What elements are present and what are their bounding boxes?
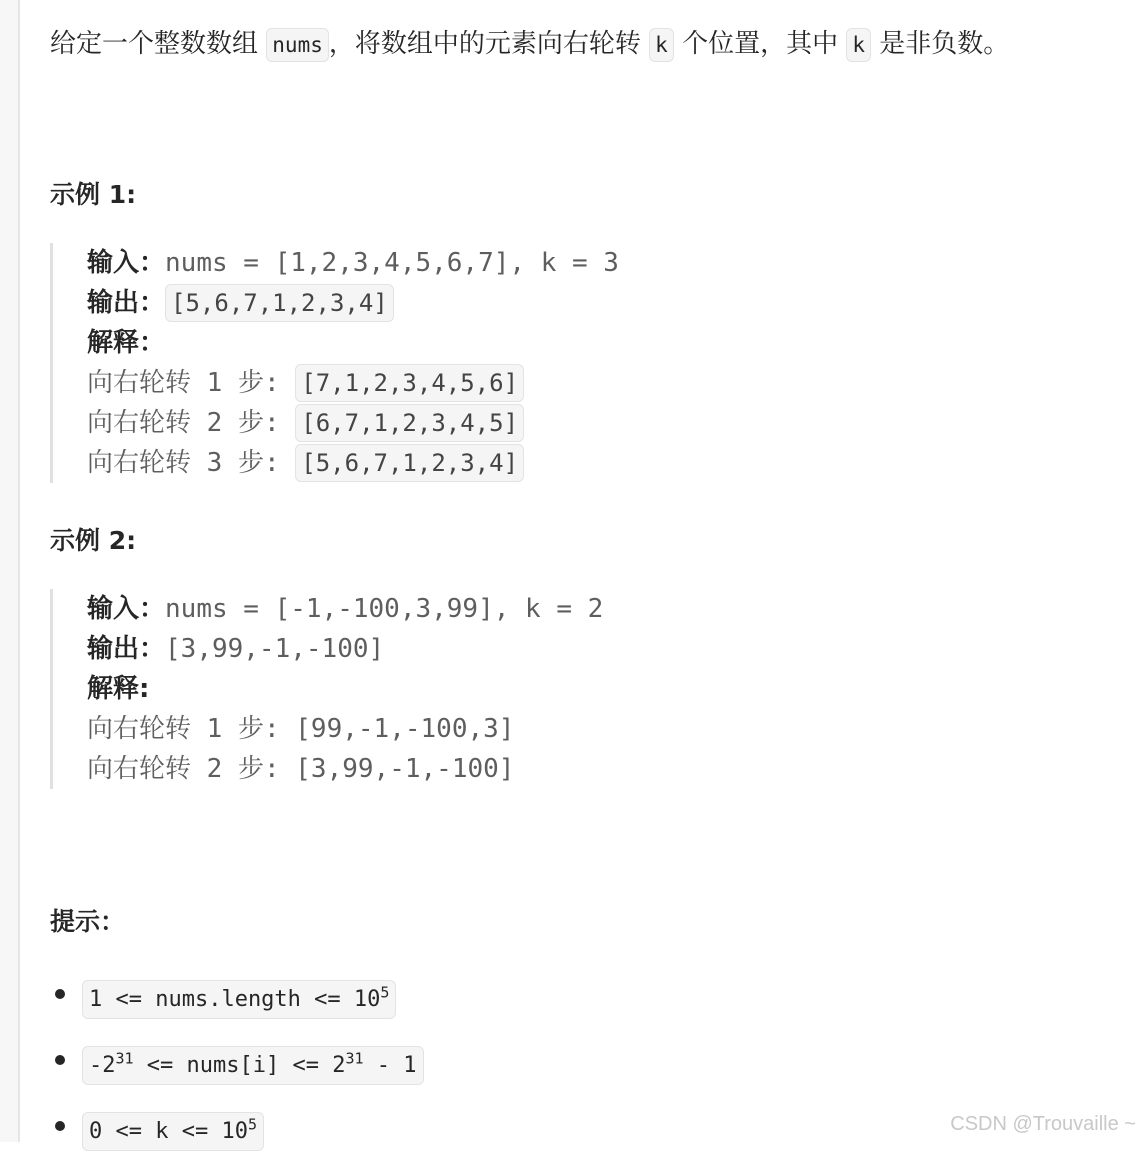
left-gutter xyxy=(0,0,20,1142)
constraint-code xyxy=(82,1112,264,1151)
intro-paragraph xyxy=(50,24,1009,65)
example-2-heading: 示例 2: xyxy=(50,526,137,555)
constraint-text: <= nums[i] <= 2 xyxy=(133,1053,346,1079)
inline-code-k: k xyxy=(649,28,674,62)
example-2-input xyxy=(87,589,603,629)
bullet-icon xyxy=(55,1055,65,1065)
constraints-list xyxy=(50,965,424,1163)
inline-code-k-2: k xyxy=(846,28,871,62)
step-text: 向右轮转 1 步: xyxy=(87,368,280,398)
output-label: 输出： xyxy=(87,288,166,318)
superscript: 31 xyxy=(345,1050,364,1068)
example-2-explain xyxy=(87,669,603,709)
explain-label: 解释: xyxy=(87,674,150,704)
example-2-step-1 xyxy=(87,709,603,749)
superscript: 5 xyxy=(247,1116,257,1134)
constraint-code xyxy=(82,1046,424,1085)
step-value: [5,6,7,1,2,3,4] xyxy=(295,444,524,482)
step-value: [99,-1,-100,3] xyxy=(295,714,515,744)
example-1-step-2 xyxy=(87,403,619,443)
input-value: nums = [1,2,3,4,5,6,7], k = 3 xyxy=(165,248,619,278)
step-text: 向右轮转 3 步: xyxy=(87,448,280,478)
example-1-step-1 xyxy=(87,363,619,403)
list-item xyxy=(50,1097,424,1163)
step-value: [3,99,-1,-100] xyxy=(295,754,515,784)
example-2-step-2 xyxy=(87,749,603,789)
constraint-text: -2 xyxy=(89,1053,116,1079)
example-1-output xyxy=(87,283,619,323)
superscript: 5 xyxy=(380,984,390,1002)
intro-text-1: 给定一个整数数组 xyxy=(50,29,259,59)
step-text: 向右轮转 1 步: xyxy=(87,714,280,744)
example-1-heading: 示例 1: xyxy=(50,180,137,209)
input-value: nums = [-1,-100,3,99], k = 2 xyxy=(165,594,604,624)
example-1-step-3 xyxy=(87,443,619,483)
constraint-text: - 1 xyxy=(363,1053,417,1079)
example-2-block xyxy=(50,589,603,789)
output-value: [5,6,7,1,2,3,4] xyxy=(165,284,394,322)
tips-heading: 提示： xyxy=(50,907,126,936)
list-item xyxy=(50,965,424,1031)
bullet-icon xyxy=(55,989,65,999)
output-label: 输出： xyxy=(87,634,166,664)
example-1-explain xyxy=(87,323,619,363)
inline-code-nums: nums xyxy=(266,28,329,62)
intro-text-4: 是非负数。 xyxy=(879,29,1010,59)
list-item xyxy=(50,1031,424,1097)
explain-label: 解释： xyxy=(87,328,166,358)
constraint-text: 1 <= nums.length <= 10 xyxy=(89,987,381,1013)
intro-text-3: 个位置，其中 xyxy=(682,29,839,59)
step-text: 向右轮转 2 步: xyxy=(87,754,280,784)
output-value: [3,99,-1,-100] xyxy=(165,634,385,664)
superscript: 31 xyxy=(115,1050,134,1068)
example-2-output xyxy=(87,629,603,669)
step-value: [6,7,1,2,3,4,5] xyxy=(295,404,524,442)
step-value: [7,1,2,3,4,5,6] xyxy=(295,364,524,402)
intro-text-2: ，将数组中的元素向右轮转 xyxy=(328,29,641,59)
input-label: 输入： xyxy=(87,248,166,278)
input-label: 输入： xyxy=(87,594,166,624)
bullet-icon xyxy=(55,1121,65,1131)
watermark: CSDN @Trouvaille ~ xyxy=(950,1113,1136,1135)
constraint-code xyxy=(82,980,396,1019)
constraint-text: 0 <= k <= 10 xyxy=(89,1119,248,1145)
step-text: 向右轮转 2 步: xyxy=(87,408,280,438)
example-1-input xyxy=(87,243,619,283)
example-1-block xyxy=(50,243,619,483)
